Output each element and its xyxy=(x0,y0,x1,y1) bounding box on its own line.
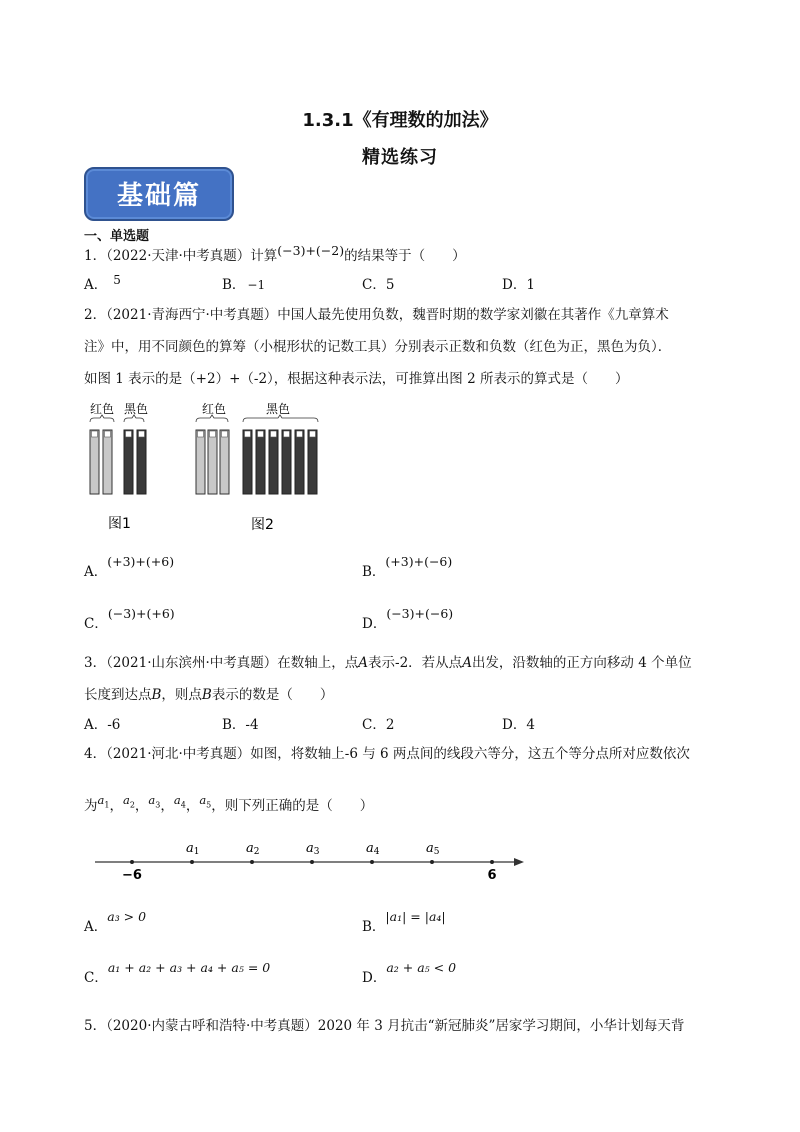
q2-line-2: 注》中，用不同颜色的算筹（小棍形状的记数工具）分别表示正数和负数（红色为正，黑色为负）． xyxy=(84,339,672,355)
section-banner xyxy=(84,167,234,221)
fig1-black-rod xyxy=(124,430,133,494)
q4-option-b: B．|a₁| = |a₄| xyxy=(362,909,446,935)
q3-option-a: A．-6 xyxy=(84,717,121,733)
fig2-black-rod xyxy=(282,430,291,494)
fig2-caption: 图2 xyxy=(251,517,274,533)
fig1-red-rod xyxy=(90,430,99,494)
fig2-red-rod xyxy=(220,430,229,494)
fig2-red-label: 红色 xyxy=(202,402,227,416)
number-line-point xyxy=(190,860,194,864)
q1-option-b: B． −1 xyxy=(222,277,266,293)
q1-stem xyxy=(84,243,466,266)
number-line-point xyxy=(250,860,254,864)
number-line-point xyxy=(130,860,134,864)
page-subtitle: 精选练习 xyxy=(362,147,438,168)
q4-line-1: 4．（2021·河北·中考真题）如图，将数轴上-6 与 6 两点间的线段六等分，这五个等分点所对应数依次 xyxy=(84,746,690,762)
q4-line-2: 为$a_1$，$a_2$，$a_3$，$a_4$，$a_5$，则下列正确的是（ ） xyxy=(84,793,374,814)
number-line-point xyxy=(370,860,374,864)
page-title: 1.3.1《有理数的加法》 xyxy=(302,110,498,131)
q2-line-1: 2．（2021·青海西宁·中考真题）中国人最先使用负数，魏晋时期的数学家刘徽在其著作《九章算术 xyxy=(84,307,669,323)
fig2-black-rod xyxy=(295,430,304,494)
fig1-black-rod xyxy=(137,430,146,494)
fig2-black-rod xyxy=(243,430,252,494)
q4-option-a: A．a₃ > 0 xyxy=(84,909,147,935)
number-line-point xyxy=(430,860,434,864)
var-a5: $a_5$ xyxy=(199,793,212,810)
fig1-red-rod xyxy=(103,430,112,494)
banner-label: 基础篇 xyxy=(116,181,201,211)
var-a4: $a_4$ xyxy=(173,793,186,810)
q3-option-d: D．4 xyxy=(502,717,535,733)
var-a1: $a_1$ xyxy=(97,793,110,810)
fig2-black-rod xyxy=(308,430,317,494)
q3-option-b: B．-4 xyxy=(222,717,259,733)
point-label-a5: a5 xyxy=(426,841,440,857)
section-label: 一、单选题 xyxy=(84,229,150,244)
fig1-black-label: 黑色 xyxy=(124,402,149,416)
fig2-red-rod xyxy=(196,430,205,494)
point-label-a3: a3 xyxy=(306,841,320,857)
q1-stem-pre: 1．（2022·天津·中考真题）计算 xyxy=(84,248,278,264)
q2-option-b: B．(+3)+(−6) xyxy=(362,554,453,580)
q1-option-c: C．5 xyxy=(362,277,395,293)
fig2-black-label: 黑色 xyxy=(266,402,291,416)
fig1-red-label: 红色 xyxy=(90,402,115,416)
number-line-arrow xyxy=(514,858,524,866)
counting-rods-figure xyxy=(80,398,340,538)
q4-option-c: C．a₁ + a₂ + a₃ + a₄ + a₅ = 0 xyxy=(84,960,271,986)
q5-line-1: 5．（2020·内蒙古呼和浩特·中考真题）2020 年 3 月抗击“新冠肺炎”居家学习期间，小华计划每天背 xyxy=(84,1018,685,1034)
fig2-red-rod xyxy=(208,430,217,494)
q1-option-d: D．1 xyxy=(502,277,535,293)
q4-option-d: D．a₂ + a₅ < 0 xyxy=(362,960,457,986)
q2-line-3: 如图 1 表示的是（+2）+（-2），根据这种表示法，可推算出图 2 所表示的算式是（ ） xyxy=(84,371,629,387)
point-label-a1: a1 xyxy=(186,841,200,857)
q2-option-a: A．(+3)+(+6) xyxy=(84,554,175,580)
fig2-black-rod xyxy=(269,430,278,494)
number-line xyxy=(90,836,530,886)
label-6: 6 xyxy=(487,868,497,883)
fig2-black-rod xyxy=(256,430,265,494)
q3-line-1: 3．（2021·山东滨州·中考真题）在数轴上，点A表示-2．若从点A出发，沿数轴的正方向移动 4 个单位 xyxy=(84,655,692,671)
var-a2: $a_2$ xyxy=(122,793,135,810)
q3-line-2: 长度到达点B，则点B表示的数是（ ） xyxy=(84,687,334,703)
q1-option-a: A． 5 xyxy=(84,273,121,293)
fig1-caption: 图1 xyxy=(108,516,131,532)
q2-option-d: D．(−3)+(−6) xyxy=(362,606,454,632)
point-label-a4: a4 xyxy=(366,841,380,857)
point-label-a2: a2 xyxy=(246,841,260,857)
q2-option-c: C．(−3)+(+6) xyxy=(84,606,175,632)
label-minus-6: −6 xyxy=(122,868,142,883)
number-line-point xyxy=(490,860,494,864)
q1-stem-post: 的结果等于（ ） xyxy=(344,248,466,264)
var-a3: $a_3$ xyxy=(148,793,161,810)
q1-expression: (−3)+(−2) xyxy=(277,243,345,258)
number-line-point xyxy=(310,860,314,864)
q3-option-c: C．2 xyxy=(362,717,395,733)
